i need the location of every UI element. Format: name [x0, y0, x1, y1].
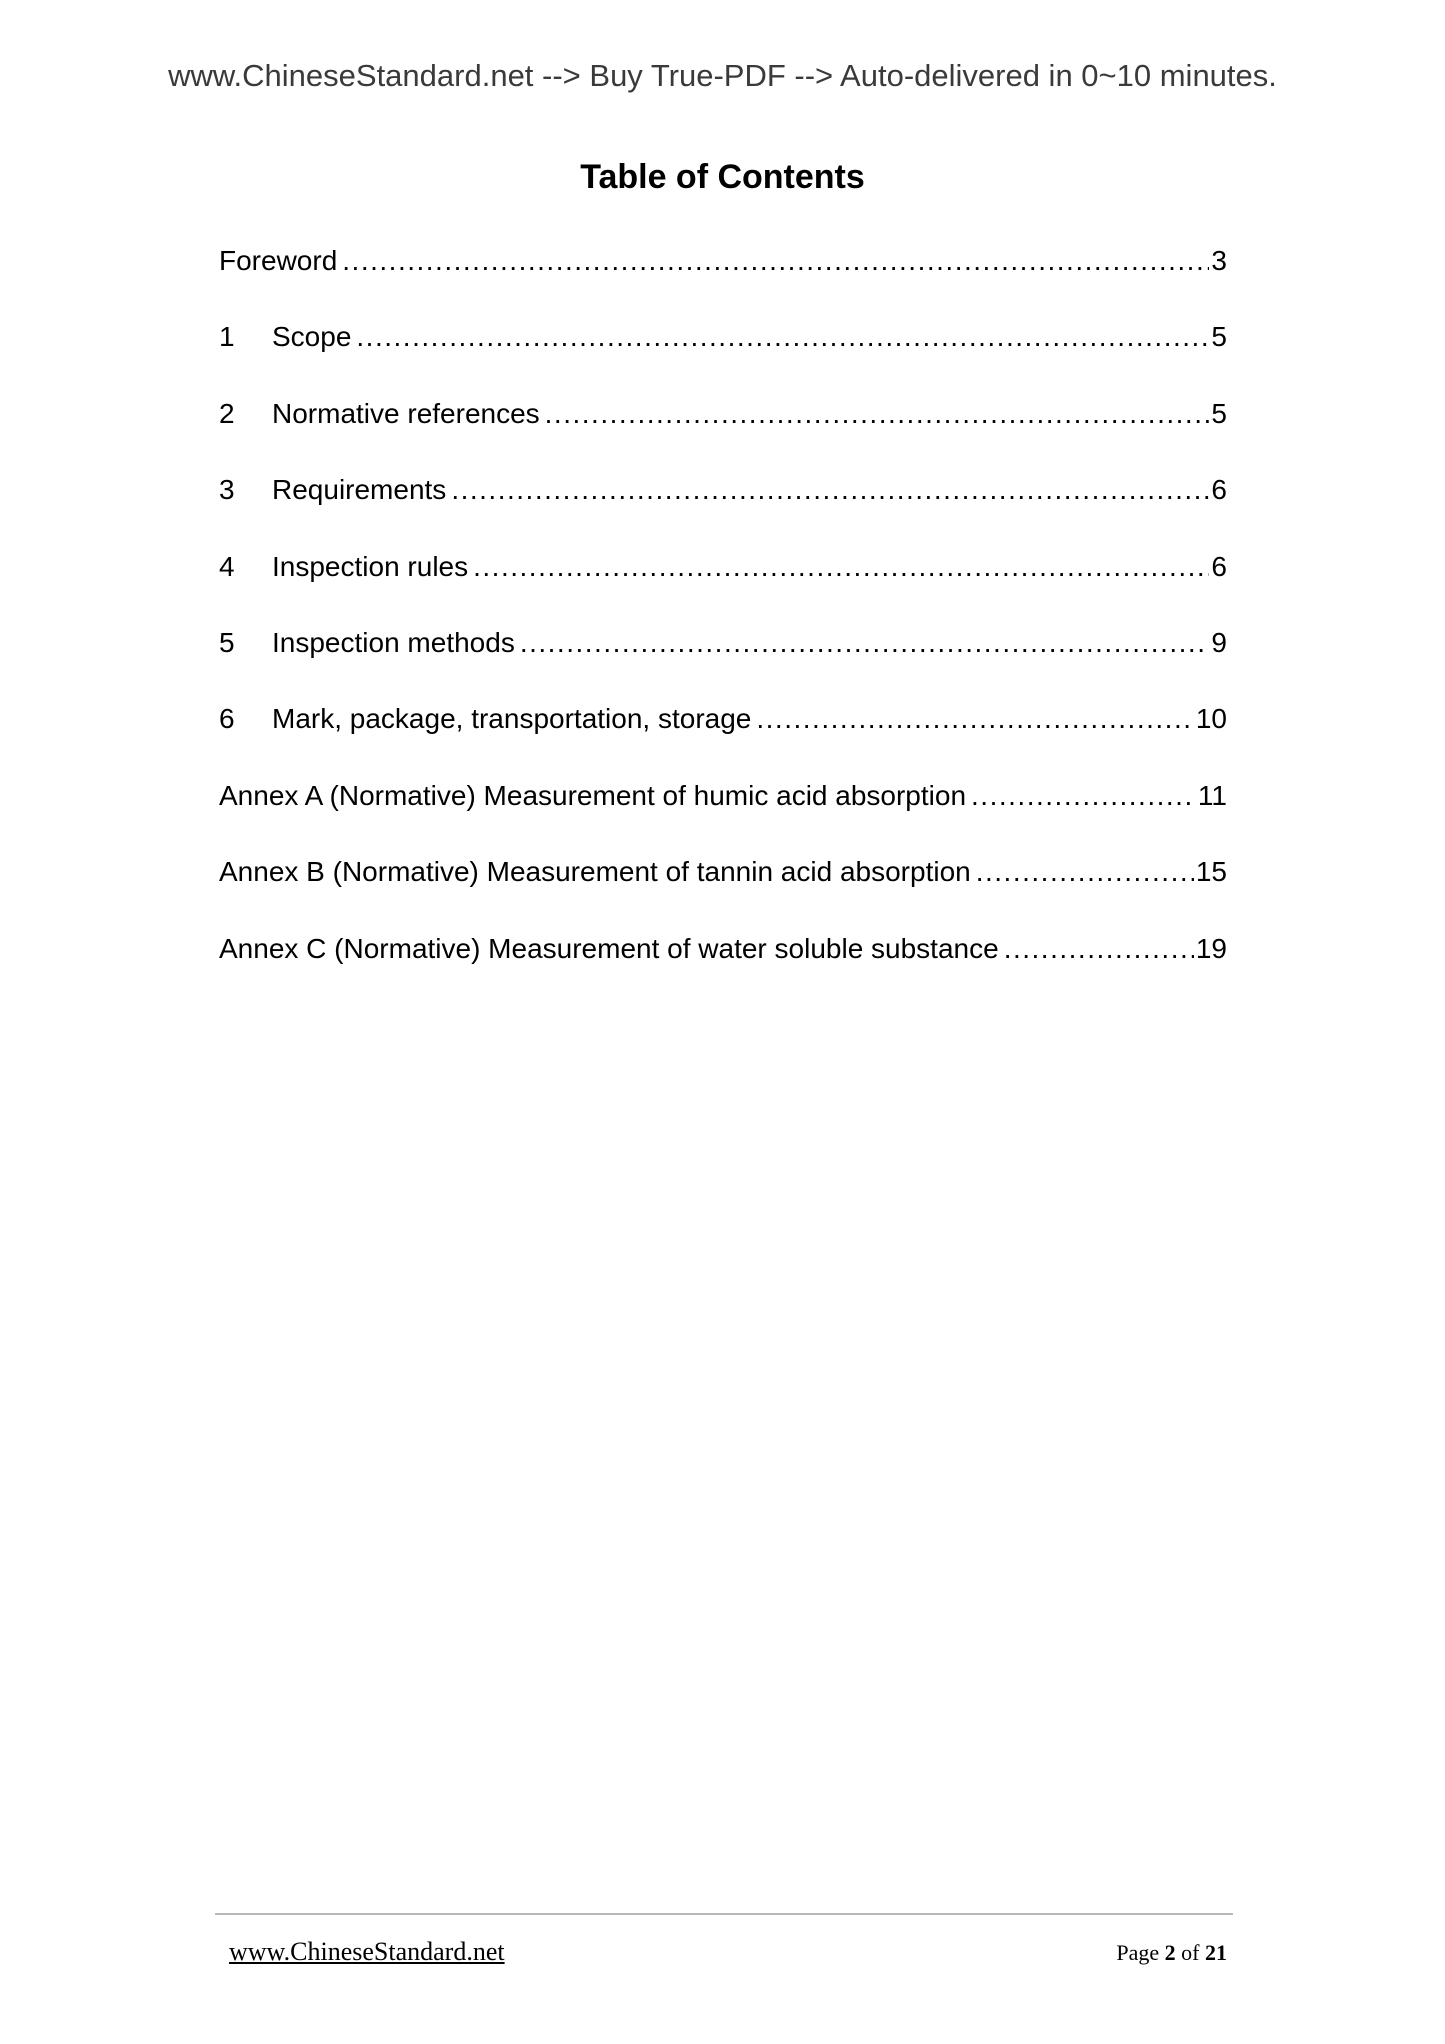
footer-divider [215, 1913, 1233, 1915]
toc-entry-normative-references[interactable] [219, 394, 1227, 470]
toc-entry-foreword[interactable] [219, 241, 1227, 317]
toc-entry-page: 9 [1211, 626, 1227, 658]
toc-entry-page: 11 [1197, 779, 1227, 811]
toc-entry-annex-b[interactable] [219, 852, 1227, 928]
toc-entry-label: Inspection methods [272, 626, 515, 658]
toc-entry-label: Requirements [272, 474, 447, 506]
toc-entry-number: 2 [219, 397, 235, 429]
toc-entry-label: Annex A (Normative) Measurement of humic acid absorption [219, 779, 967, 811]
toc-entry-page: 19 [1195, 932, 1227, 964]
toc-dot-leader [545, 394, 1210, 434]
toc-entry-requirements[interactable] [219, 470, 1227, 546]
toc-entry-mark-package[interactable] [219, 699, 1227, 775]
toc-dot-leader [342, 241, 1209, 281]
toc-dot-leader [451, 470, 1209, 510]
toc-dot-leader [473, 547, 1209, 587]
toc-entry-page: 15 [1195, 856, 1227, 888]
toc-dot-leader [976, 852, 1194, 892]
header-banner: www.ChineseStandard.net --> Buy True-PDF --> Auto-delivered in 0~10 minutes. [168, 58, 1277, 93]
footer-current-page: 2 [1164, 1940, 1176, 1965]
footer-page-prefix: Page [1116, 1940, 1160, 1965]
toc-entry-number: 4 [219, 550, 235, 582]
toc-entry-label: Annex B (Normative) Measurement of tannin acid absorption [219, 856, 971, 888]
toc-entry-page: 5 [1211, 321, 1227, 353]
toc-entry-label: Inspection rules [272, 550, 469, 582]
toc-entry-inspection-rules[interactable] [219, 547, 1227, 623]
toc-entry-label: Mark, package, transportation, storage [272, 703, 752, 735]
toc-entry-page: 3 [1211, 245, 1227, 276]
toc-entry-annex-c[interactable] [219, 929, 1227, 1005]
toc-dot-leader [520, 623, 1210, 663]
footer-total-pages: 21 [1205, 1940, 1227, 1965]
toc-dot-leader [356, 317, 1209, 357]
toc-list [219, 241, 1227, 1005]
toc-entry-label: Annex C (Normative) Measurement of water soluble substance [219, 932, 999, 964]
toc-dot-leader [1004, 929, 1194, 969]
toc-entry-number: 1 [219, 321, 235, 353]
toc-entry-scope[interactable] [219, 317, 1227, 393]
toc-entry-number: 3 [219, 474, 235, 506]
toc-entry-page: 6 [1211, 550, 1227, 582]
toc-entry-page: 6 [1211, 474, 1227, 506]
toc-dot-leader [756, 699, 1193, 739]
toc-title: Table of Contents [580, 158, 865, 196]
footer-site-link[interactable]: www.ChineseStandard.net [229, 1937, 505, 1966]
toc-dot-leader [971, 776, 1196, 816]
toc-entry-label: Scope [272, 321, 352, 353]
toc-entry-inspection-methods[interactable] [219, 623, 1227, 699]
toc-entry-label: Foreword [219, 245, 338, 276]
toc-entry-number: 6 [219, 703, 235, 735]
toc-entry-number: 5 [219, 626, 235, 658]
footer-page-indicator [1116, 1940, 1227, 1966]
footer-page-of: of [1181, 1940, 1200, 1965]
toc-entry-page: 5 [1211, 397, 1227, 429]
toc-entry-annex-a[interactable] [219, 776, 1227, 852]
toc-entry-page: 10 [1195, 703, 1227, 735]
toc-entry-label: Normative references [272, 397, 540, 429]
